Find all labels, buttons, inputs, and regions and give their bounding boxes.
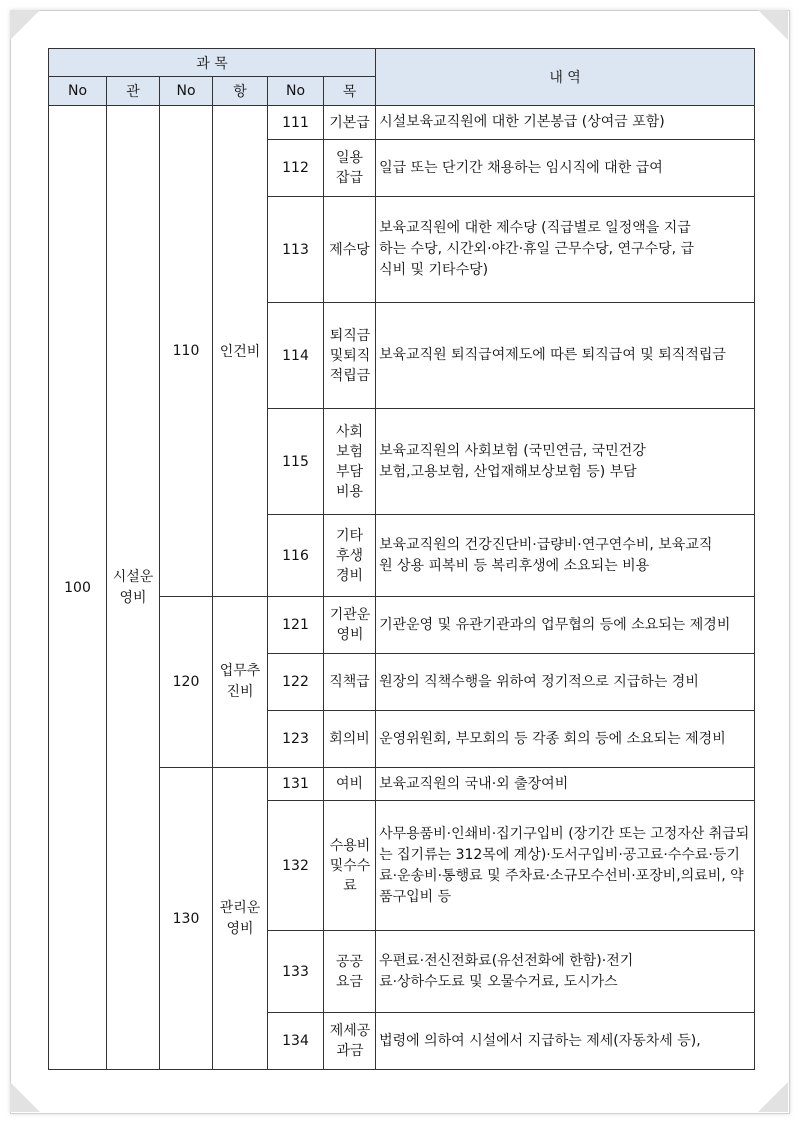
corner-decoration <box>10 1082 40 1112</box>
col-header-gwan-no: No <box>49 77 107 106</box>
mok-desc: 일급 또는 단기간 채용하는 임시직에 대한 급여 <box>376 140 755 197</box>
mok-name: 사회보험부담비용 <box>324 409 376 515</box>
mok-no: 113 <box>268 197 324 303</box>
subject-header: 과 목 <box>49 49 376 77</box>
col-header-hang: 항 <box>213 77 268 106</box>
gwan-name: 시설운영비 <box>107 106 160 1070</box>
mok-name: 수용비및수수료 <box>324 801 376 931</box>
mok-desc: 보육교직원에 대한 제수당 (직급별로 일정액을 지급하는 수당, 시간외·야간·휴일 근무수당, 연구수당, 급식비 및 기타수당) <box>376 197 755 303</box>
mok-name: 공공요금 <box>324 931 376 1013</box>
mok-desc: 사무용품비·인쇄비·집기구입비 (장기간 또는 고정자산 취급되는 집기류는 312목에 계상)·도서구입비·공고료·수수료·등기료·운송비·통행료 및 주차료·소규모수선비·포장비,의료비, 약품구입비 등 <box>376 801 755 931</box>
col-header-hang-no: No <box>160 77 213 106</box>
gwan-no: 100 <box>49 106 107 1070</box>
mok-no: 134 <box>268 1013 324 1070</box>
mok-no: 115 <box>268 409 324 515</box>
mok-desc: 우편료·전신전화료(유선전화에 한함)·전기료·상하수도료 및 오물수거료, 도시가스 <box>376 931 755 1013</box>
mok-no: 123 <box>268 711 324 768</box>
mok-name: 여비 <box>324 768 376 801</box>
budget-classification-table <box>48 48 755 1070</box>
mok-name: 제수당 <box>324 197 376 303</box>
mok-name: 기관운영비 <box>324 597 376 654</box>
mok-desc: 보육교직원의 사회보험 (국민연금, 국민건강보험,고용보험, 산업재해보상보험 등) 부담 <box>376 409 755 515</box>
mok-no: 121 <box>268 597 324 654</box>
mok-name: 회의비 <box>324 711 376 768</box>
mok-name: 기타후생경비 <box>324 515 376 597</box>
hang-name: 인건비 <box>213 106 268 597</box>
table-row <box>49 106 755 140</box>
mok-no: 112 <box>268 140 324 197</box>
corner-decoration <box>758 1082 788 1112</box>
mok-desc: 보육교직원의 국내·외 출장여비 <box>376 768 755 801</box>
col-header-mok: 목 <box>324 77 376 106</box>
mok-desc: 보육교직원 퇴직급여제도에 따른 퇴직급여 및 퇴직적립금 <box>376 303 755 409</box>
mok-desc: 시설보육교직원에 대한 기본봉급 (상여금 포함) <box>376 106 755 140</box>
col-header-gwan: 관 <box>107 77 160 106</box>
mok-desc: 법령에 의하여 시설에서 지급하는 제세(자동차세 등), <box>376 1013 755 1070</box>
mok-desc: 운영위원회, 부모회의 등 각종 회의 등에 소요되는 제경비 <box>376 711 755 768</box>
hang-name: 업무추진비 <box>213 597 268 768</box>
hang-no: 110 <box>160 106 213 597</box>
corner-decoration <box>10 10 40 40</box>
mok-no: 114 <box>268 303 324 409</box>
mok-no: 111 <box>268 106 324 140</box>
mok-no: 132 <box>268 801 324 931</box>
mok-no: 122 <box>268 654 324 711</box>
mok-no: 133 <box>268 931 324 1013</box>
mok-name: 직책급 <box>324 654 376 711</box>
mok-no: 116 <box>268 515 324 597</box>
mok-no: 131 <box>268 768 324 801</box>
mok-name: 제세공과금 <box>324 1013 376 1070</box>
mok-name: 일용잡급 <box>324 140 376 197</box>
col-header-mok-no: No <box>268 77 324 106</box>
mok-desc: 원장의 직책수행을 위하여 정기적으로 지급하는 경비 <box>376 654 755 711</box>
corner-decoration <box>758 10 788 40</box>
mok-name: 퇴직금및퇴직적립금 <box>324 303 376 409</box>
mok-desc: 기관운영 및 유관기관과의 업무협의 등에 소요되는 제경비 <box>376 597 755 654</box>
header-row <box>49 49 755 77</box>
hang-no: 130 <box>160 768 213 1070</box>
mok-name: 기본급 <box>324 106 376 140</box>
details-header: 내 역 <box>376 49 755 106</box>
mok-desc: 보육교직원의 건강진단비·급량비·연구연수비, 보육교직원 상용 피복비 등 복리후생에 소요되는 비용 <box>376 515 755 597</box>
hang-no: 120 <box>160 597 213 768</box>
hang-name: 관리운영비 <box>213 768 268 1070</box>
